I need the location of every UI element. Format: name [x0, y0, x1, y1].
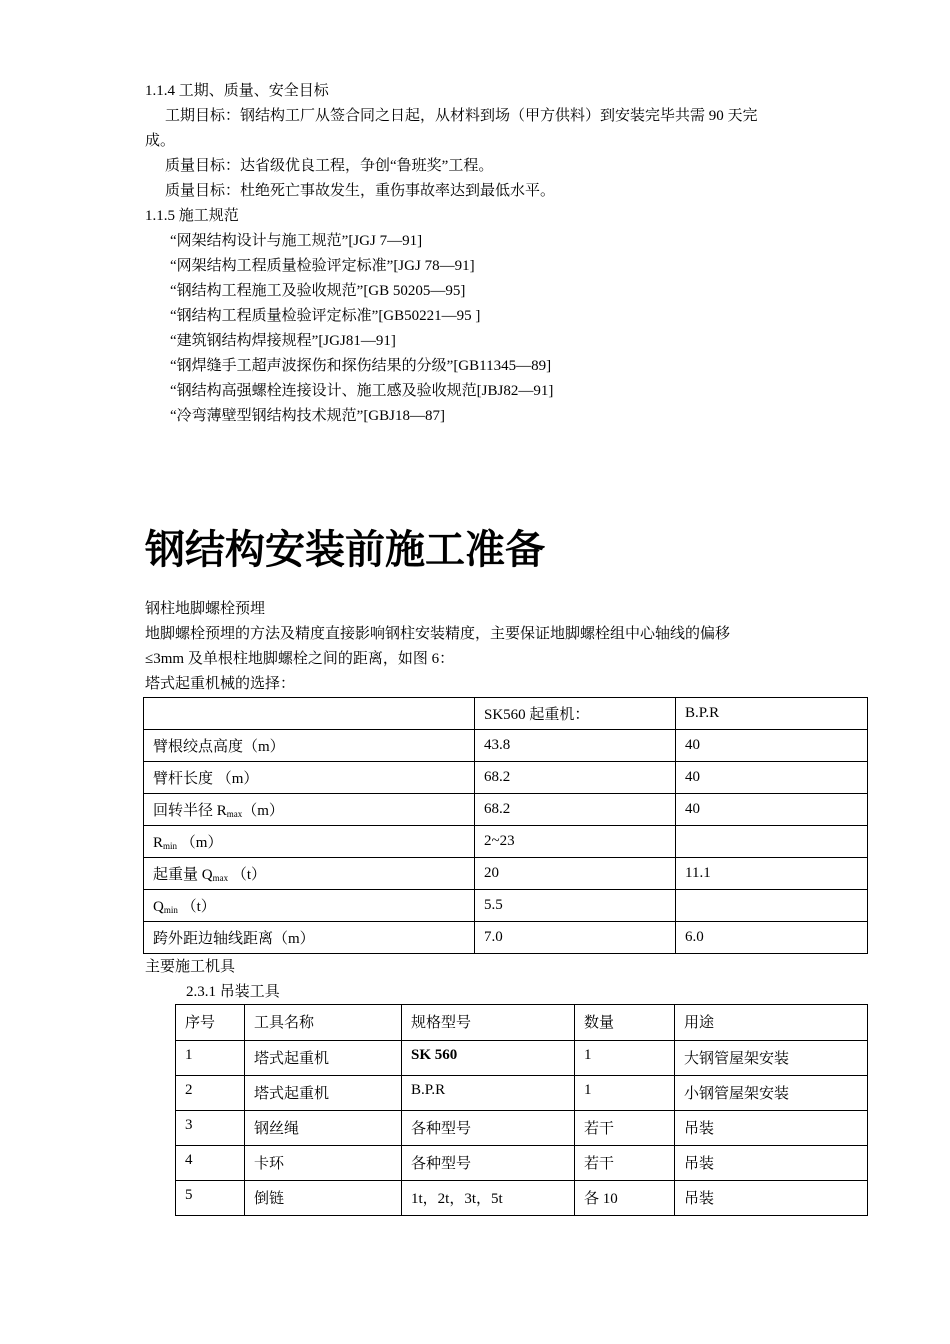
standard-item: “钢结构工程质量检验评定标准”[GB50221—95 ]	[170, 308, 481, 324]
table-cell: 各 10	[575, 1181, 675, 1216]
sk560-value: 43.8	[475, 730, 676, 762]
table-cell: 4	[176, 1146, 245, 1181]
sk560-value: 7.0	[475, 922, 676, 954]
table-cell: 小钢管屋架安装	[675, 1076, 868, 1111]
table-row	[144, 794, 868, 826]
schedule-goal-line1: 工期目标：钢结构工厂从签合同之日起，从材料到场（甲方供料）到安装完毕共需 90 天完	[165, 108, 758, 124]
table-cell: 若干	[575, 1111, 675, 1146]
table-cell: 吊装	[675, 1111, 868, 1146]
table-cell: 塔式起重机	[245, 1041, 402, 1076]
table-cell: 塔式起重机	[245, 1076, 402, 1111]
sk560-value: 20	[475, 858, 676, 890]
table-cell: 1t，2t，3t，5t	[402, 1181, 575, 1216]
tools-subtitle: 2.3.1 吊装工具	[186, 984, 280, 1000]
standard-item: “钢结构高强螺栓连接设计、施工感及验收规范[JBJ82—91]	[170, 383, 554, 399]
table-cell: 吊装	[675, 1181, 868, 1216]
table-row	[176, 1111, 868, 1146]
sk560-value: 68.2	[475, 762, 676, 794]
table-cell: 1	[575, 1076, 675, 1111]
bpr-value	[676, 890, 868, 922]
standard-item: “钢结构工程施工及验收规范”[GB 50205—95]	[170, 283, 466, 299]
table-row	[176, 1181, 868, 1216]
table-cell: 大钢管屋架安装	[675, 1041, 868, 1076]
safety-goal: 质量目标：杜绝死亡事故发生，重伤事故率达到最低水平。	[165, 183, 556, 199]
table-cell: 倒链	[245, 1181, 402, 1216]
table-row	[144, 762, 868, 794]
table-cell: 钢丝绳	[245, 1111, 402, 1146]
table-row	[144, 730, 868, 762]
table-row	[144, 890, 868, 922]
table-row	[144, 858, 868, 890]
crane-selection-title: 塔式起重机械的选择：	[145, 676, 296, 692]
table-cell: 若干	[575, 1146, 675, 1181]
header-cell: 规格型号	[402, 1005, 575, 1041]
row-label: $Q_{min}$ （t）	[144, 890, 475, 922]
heading-1-1-4: 1.1.4 工期、质量、安全目标	[145, 83, 329, 99]
header-cell: SK560 起重机：	[475, 698, 676, 730]
quality-goal: 质量目标：达省级优良工程，争创“鲁班奖”工程。	[165, 158, 494, 174]
table-row	[176, 1041, 868, 1076]
bpr-value: 40	[676, 730, 868, 762]
heading-1-1-5: 1.1.5 施工规范	[145, 208, 239, 224]
header-cell	[144, 698, 475, 730]
table-cell: 1	[176, 1041, 245, 1076]
section-title: 钢结构安装前施工准备	[145, 527, 545, 572]
anchor-bolt-title: 钢柱地脚螺栓预埋	[145, 601, 266, 617]
table-cell: 卡环	[245, 1146, 402, 1181]
standard-item: “网架结构设计与施工规范”[JGJ 7—91]	[170, 233, 423, 249]
header-cell: B.P.R	[676, 698, 868, 730]
table-row	[144, 826, 868, 858]
row-label: $R_{min}$ （m）	[144, 826, 475, 858]
row-label: 臂根绞点高度（m）	[144, 730, 475, 762]
bpr-value: 11.1	[676, 858, 868, 890]
row-label: 回转半径 $R_{max}(m)$	[144, 794, 475, 826]
crane-spec-table	[143, 697, 868, 954]
table-cell: 1	[575, 1041, 675, 1076]
table-header-row	[176, 1005, 868, 1041]
row-label: 起重量 $Q_{max}$ （t）	[144, 858, 475, 890]
schedule-goal-line2: 成。	[145, 133, 176, 149]
standard-item: “网架结构工程质量检验评定标准”[JGJ 78—91]	[170, 258, 475, 274]
bpr-value: 40	[676, 794, 868, 826]
sk560-value: 5.5	[475, 890, 676, 922]
table-row	[176, 1146, 868, 1181]
standard-item: “钢焊缝手工超声波探伤和探伤结果的分级”[GB11345—89]	[170, 358, 552, 374]
tools-title: 主要施工机具	[145, 959, 236, 975]
header-cell: 用途	[675, 1005, 868, 1041]
table-row	[176, 1076, 868, 1111]
standard-item: “冷弯薄壁型钢结构技术规范”[GBJ18—87]	[170, 408, 445, 424]
table-cell: B.P.R	[402, 1076, 575, 1111]
standard-item: “建筑钢结构焊接规程”[JGJ81—91]	[170, 333, 396, 349]
sk560-value: 68.2	[475, 794, 676, 826]
row-label: 臂杆长度 （m）	[144, 762, 475, 794]
lifting-tools-table	[175, 1004, 868, 1216]
header-cell: 数量	[575, 1005, 675, 1041]
table-cell: 3	[176, 1111, 245, 1146]
bpr-value	[676, 826, 868, 858]
row-label: 跨外距边轴线距离（m）	[144, 922, 475, 954]
table-cell: 2	[176, 1076, 245, 1111]
bpr-value: 40	[676, 762, 868, 794]
table-header-row	[144, 698, 868, 730]
table-cell: 5	[176, 1181, 245, 1216]
bpr-value: 6.0	[676, 922, 868, 954]
table-cell: 各种型号	[402, 1111, 575, 1146]
table-row	[144, 922, 868, 954]
header-cell: 序号	[176, 1005, 245, 1041]
table-cell: 吊装	[675, 1146, 868, 1181]
sk560-value: 2~23	[475, 826, 676, 858]
header-cell: 工具名称	[245, 1005, 402, 1041]
anchor-bolt-text-line1: 地脚螺栓预埋的方法及精度直接影响钢柱安装精度，主要保证地脚螺栓组中心轴线的偏移	[145, 626, 731, 642]
anchor-bolt-text-line2: ≤3mm 及单根柱地脚螺栓之间的距离，如图 6：	[145, 651, 455, 667]
table-cell: SK 560	[402, 1041, 575, 1076]
table-cell: 各种型号	[402, 1146, 575, 1181]
